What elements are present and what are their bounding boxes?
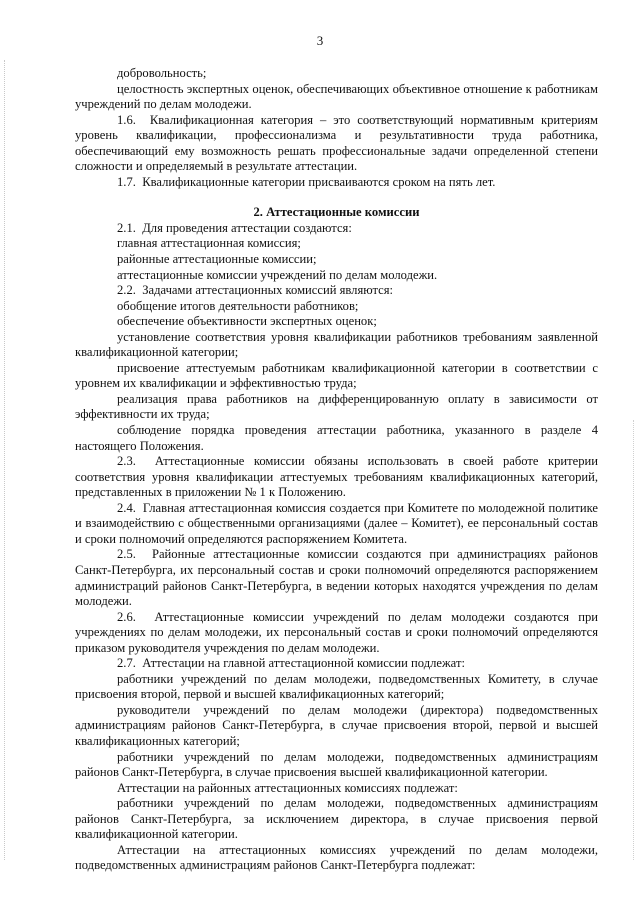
- list-item: руководители учреждений по делам молодежи (директора) подведомственных администрациям районов Санкт-Петербурга, в случае присвоения второй, первой и высшей квалификационных категорий;: [75, 702, 598, 748]
- paragraph: 1.6. Квалификационная категория – это соответствующий нормативным критериям уровень квалификации, профессионализма и результативности труда работника, обеспечивающий ему возможность решать профессиональные задачи определенной степени сложности и определяемый в результате аттестации.: [75, 112, 598, 174]
- paragraph: 1.7. Квалификационные категории присваиваются сроком на пять лет.: [117, 174, 496, 189]
- scan-edge-right: [633, 420, 634, 860]
- list-item: обеспечение объективности экспертных оценок;: [117, 314, 377, 329]
- list-item: установление соответствия уровня квалификации работников требованиям заявленной квалификационной категории;: [75, 329, 598, 360]
- paragraph: целостность экспертных оценок, обеспечивающих объективное отношение к работникам учреждений по делам молодежи.: [75, 81, 598, 112]
- scan-edge-left: [4, 60, 5, 860]
- paragraph: 2.1. Для проведения аттестации создаются:: [117, 220, 352, 235]
- paragraph: Аттестации на районных аттестационных комиссиях подлежат:: [117, 780, 458, 795]
- list-item: аттестационные комиссии учреждений по делам молодежи.: [117, 267, 438, 282]
- list-item: соблюдение порядка проведения аттестации работника, указанного в разделе 4 настоящего Положения.: [75, 423, 598, 453]
- paragraph: Аттестации на аттестационных комиссиях учреждений по делам молодежи, подведомственных администрациям районов Санкт-Петербурга подлежат:: [75, 842, 598, 873]
- list-item: реализация права работников на дифференцированную оплату в зависимости от эффективности их труда;: [75, 391, 598, 422]
- page-number: 3: [316, 33, 324, 48]
- paragraph: 2.5. Районные аттестационные комиссии создаются при администрациях районов Санкт-Петербурга, их персональный состав и сроки полномочий определяются распоряжением администраций районов Санкт-Петербурга, в ведении которых находятся учреждения по делам молодежи.: [75, 547, 598, 609]
- paragraph: 2.3. Аттестационные комиссии обязаны использовать в своей работе критерии соответствия уровня квалификации аттестуемых требованиям квалификационных категорий, представленных в приложении № 1 к Положению.: [75, 454, 598, 500]
- paragraph: добровольность;: [117, 66, 207, 80]
- paragraph: 2.6. Аттестационные комиссии учреждений по делам молодежи создаются при учреждениях по делам молодежи, их персональный состав и сроки полномочий определяются приказом руководителя учреждения по делам молодежи.: [75, 609, 598, 655]
- list-item: работники учреждений по делам молодежи, подведомственных администрациям районов Санкт-Петербурга, за исключением директора, в случае присвоения первой квалификационной категории.: [75, 796, 598, 842]
- section-heading: 2. Аттестационные комиссии: [253, 205, 420, 220]
- list-item: работники учреждений по делам молодежи, подведомственных администрациям районов Санкт-Петербурга, в случае присвоения высшей квалификационной категории.: [75, 749, 598, 780]
- list-item: обобщение итогов деятельности работников;: [117, 298, 359, 313]
- list-item: работники учреждений по делам молодежи, подведомственных Комитету, в случае присвоения второй, первой и высшей квалификационных категорий;: [75, 671, 598, 702]
- paragraph: 2.7. Аттестации на главной аттестационной комиссии подлежат:: [117, 656, 465, 671]
- list-item: районные аттестационные комиссии;: [117, 252, 317, 267]
- paragraph: 2.2. Задачами аттестационных комиссий являются:: [117, 283, 394, 298]
- paragraph: 2.4. Главная аттестационная комиссия создается при Комитете по молодежной политике и взаимодействию с общественными организациями (далее – Комитет), ее персональный состав и сроки полномочий определяются распоряжением Комитета.: [75, 500, 598, 546]
- document-body: [75, 66, 598, 874]
- list-item: присвоение аттестуемым работникам квалификационной категории в соответствии с уровнем их квалификации и эффективностью труда;: [75, 360, 598, 391]
- list-item: главная аттестационная комиссия;: [117, 236, 301, 251]
